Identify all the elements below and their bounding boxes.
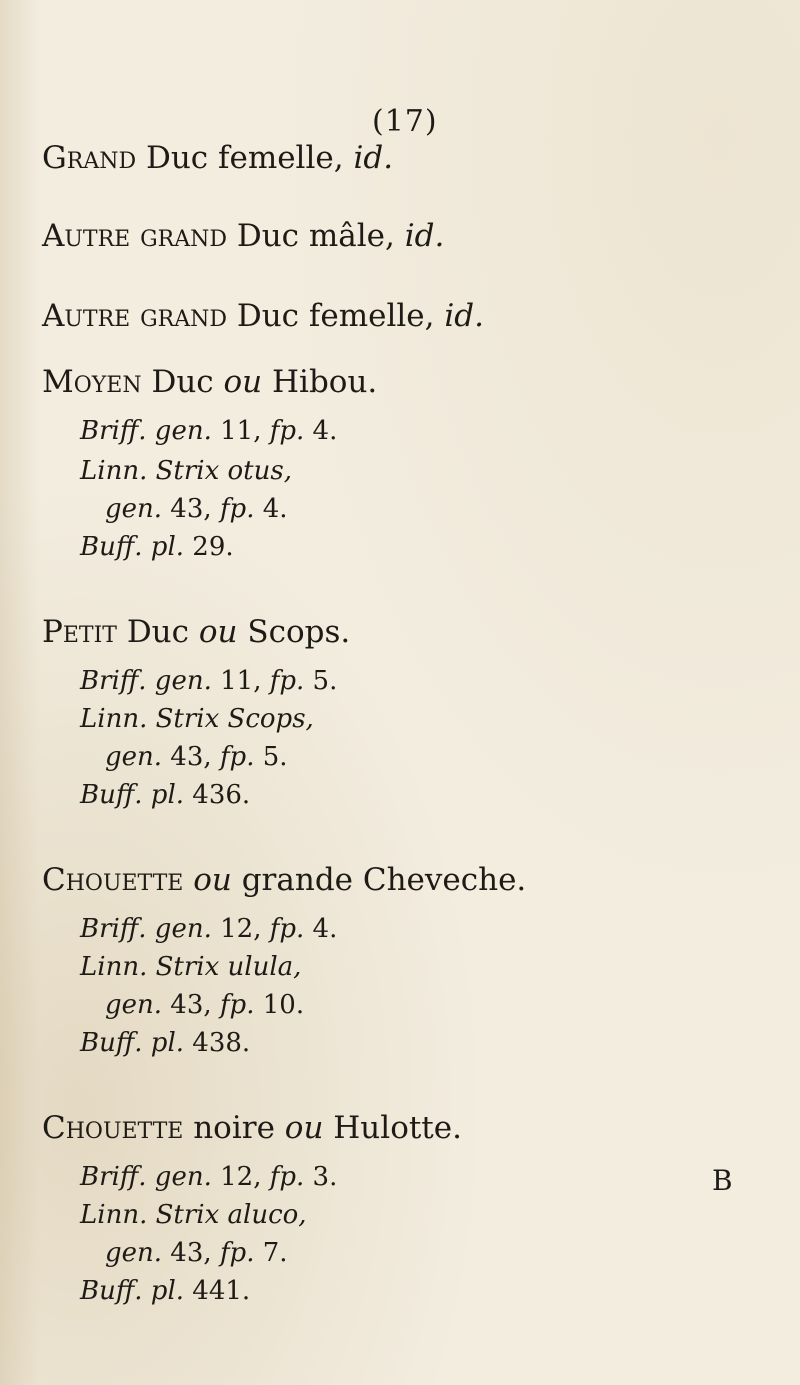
entry-ref: id. (404, 218, 445, 254)
entry-chouette-cheveche (42, 862, 526, 898)
entry-autre-grand-duc-male (42, 218, 444, 254)
entry-petit-duc (42, 614, 350, 650)
entry-ref: id. (444, 298, 484, 334)
citation-line: Linn. Strix Scops, (80, 704, 314, 734)
entry-conj: ou (198, 614, 238, 650)
entry-autre-grand-duc-femelle (42, 298, 484, 334)
entry-alt-name: Scops. (237, 614, 351, 650)
entry-name-caps: Petit (42, 614, 117, 650)
page-number: (17) (372, 104, 438, 139)
entry-name-caps: Grand (42, 140, 137, 176)
entry-alt-name: Hulotte. (323, 1110, 462, 1146)
entry-conj: ou (284, 1110, 324, 1146)
entry-name-caps: Chouette (42, 1110, 184, 1146)
entry-name-rest: Duc (116, 614, 199, 650)
entry-alt-name: grande Cheveche. (231, 862, 527, 898)
entry-name-caps: Chouette (42, 862, 184, 898)
citation-line: Buff. pl. 438. (80, 1028, 251, 1058)
citation-line: gen. 43, fp. 4. (105, 494, 288, 524)
entry-name-rest: Duc femelle, (227, 298, 445, 334)
entry-name-rest: noire (183, 1110, 285, 1146)
entry-conj: ou (223, 364, 263, 400)
entry-name-rest: Duc femelle, (136, 140, 354, 176)
entry-alt-name: Hibou. (262, 364, 378, 400)
entry-name-caps: Moyen (42, 364, 142, 400)
entry-grand-duc-femelle (42, 140, 393, 176)
entry-chouette-hulotte (42, 1110, 462, 1146)
citation-line: Briff. gen. 11, fp. 4. (80, 416, 338, 446)
signature-mark: B (712, 1164, 733, 1197)
citation-line: Buff. pl. 441. (80, 1276, 251, 1306)
citation-line: Buff. pl. 29. (80, 532, 234, 562)
citation-line: gen. 43, fp. 7. (105, 1238, 288, 1268)
citation-line: Briff. gen. 12, fp. 4. (80, 914, 338, 944)
citation-line: Buff. pl. 436. (80, 780, 251, 810)
entry-conj: ou (193, 862, 232, 898)
citation-line: gen. 43, fp. 5. (105, 742, 288, 772)
citation-line: Briff. gen. 12, fp. 3. (80, 1162, 338, 1192)
citation-line: Linn. Strix ulula, (80, 952, 302, 982)
entry-name-rest (183, 862, 193, 898)
citation-line: gen. 43, fp. 10. (105, 990, 305, 1020)
citation-line: Briff. gen. 11, fp. 5. (80, 666, 338, 696)
entry-ref: id. (353, 140, 394, 176)
entry-name-rest: Duc mâle, (227, 218, 405, 254)
entry-name-rest: Duc (141, 364, 224, 400)
citation-line: Linn. Strix otus, (80, 456, 292, 486)
entry-moyen-duc (42, 364, 377, 400)
entry-name-caps: Autre grand (42, 298, 227, 334)
citation-line: Linn. Strix aluco, (80, 1200, 307, 1230)
entry-name-caps: Autre grand (42, 218, 227, 254)
